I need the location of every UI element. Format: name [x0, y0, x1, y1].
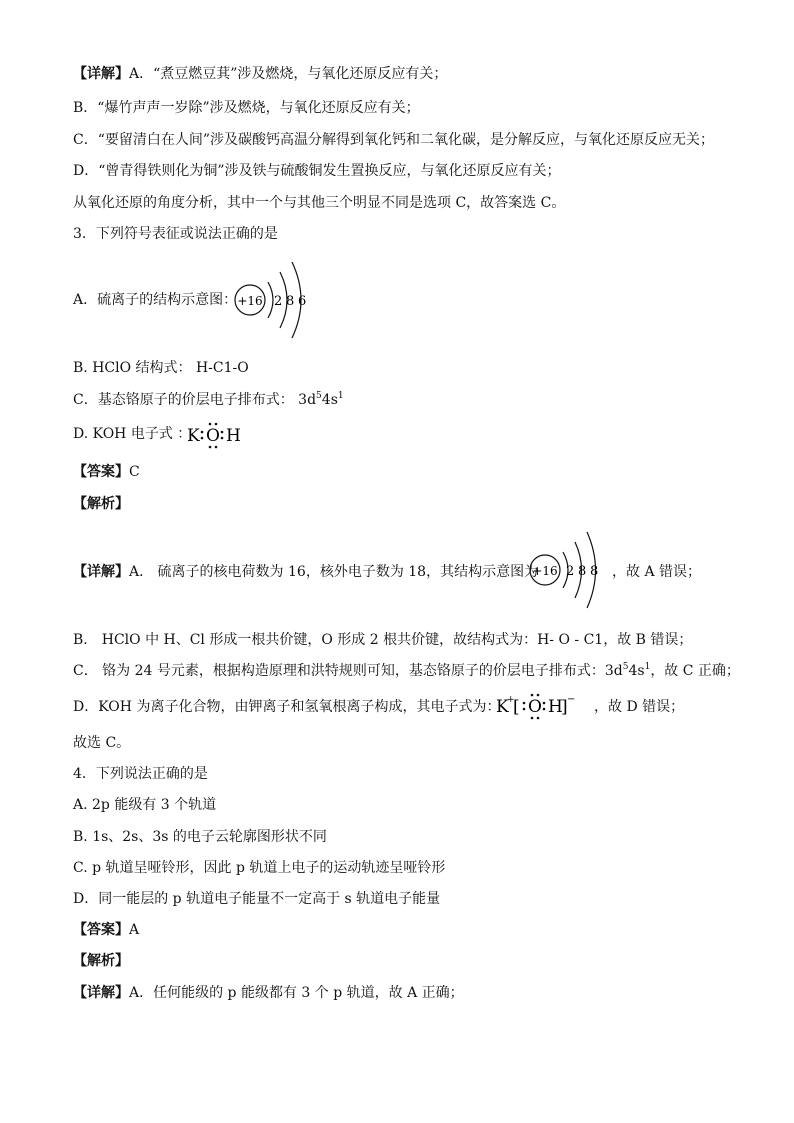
q4-option-d: D．同一能层的 p 轨道电子能量不一定高于 s 轨道电子能量 [73, 891, 441, 907]
q3-detail-d: D．KOH 为离子化合物，由钾离子和氢氧根离子构成，其电子式为： [73, 699, 501, 715]
option-c-text: C．基态铬原子的价层电子排布式： [73, 392, 299, 408]
svg-text:8: 8 [578, 564, 587, 579]
question-3: 3．下列符号表征或说法正确的是 [73, 226, 278, 242]
q3-detail-d-end: ，故 D 错误； [594, 699, 685, 715]
q3-option-a [73, 290, 237, 310]
answer-value: C [129, 464, 140, 480]
svg-text:K: K [496, 697, 509, 717]
detail-a-1 [73, 64, 447, 84]
svg-text:8: 8 [590, 564, 599, 579]
svg-text:+: + [507, 695, 515, 705]
koh-electron-formula-q [185, 420, 249, 450]
koh-electron-formula-answer [494, 690, 594, 722]
option-d-text: D. KOH 电子式 ： [73, 426, 192, 442]
svg-text:6: 6 [298, 294, 307, 309]
analysis-tag-4: 【解析】 [73, 953, 129, 969]
q3-detail-c: C． 铬为 24 号元素，根据构造原理和洪特规则可知，基态铬原子的价层电子排布式：$3d^54s^1$，故 C 正确； [73, 662, 740, 679]
q3-detail-a: 【详解】A． 硫离子的核电荷数为 16，核外电子数为 18，其结构示意图为 [73, 564, 539, 580]
svg-text:−: − [567, 694, 576, 705]
analysis-tag-3: 【解析】 [73, 496, 129, 512]
q4-option-c: C. p 轨道呈哑铃形，因此 p 轨道上电子的运动轨迹呈哑铃形 [73, 860, 446, 876]
detail-text: A．“煮豆燃豆萁”涉及燃烧，与氧化还原反应有关； [129, 66, 448, 82]
svg-text:[: [ [513, 697, 520, 717]
answer-tag: 【答案】 [73, 464, 129, 480]
conclusion-1: 从氧化还原的角度分析，其中一个与其他三个明显不同是选项 C，故答案选 C。 [73, 195, 566, 211]
q3-option-b: B. HClO 结构式： H-C1-O [73, 360, 249, 376]
svg-text:H: H [548, 697, 563, 717]
svg-text:H: H [226, 426, 241, 446]
svg-text:2: 2 [566, 564, 575, 579]
detail-c-1: C．“要留清白在人间”涉及碳酸钙高温分解得到氧化钙和二氧化碳，是分解反应，与氧化还原反应无关； [73, 132, 715, 148]
answer-4 [73, 920, 139, 940]
detail-tag: 【详解】 [73, 564, 129, 580]
sulfur-ion-diagram-answer [528, 528, 608, 612]
q3-detail-a-end: ，故 A 错误； [612, 564, 702, 580]
answer-value: A [129, 922, 140, 938]
detail-tag: 【详解】 [73, 985, 129, 1001]
q3-option-d [73, 424, 191, 444]
detail-b-1: B．“爆竹声声一岁除”涉及燃烧，与氧化还原反应有关； [73, 100, 420, 116]
svg-text:O: O [206, 426, 220, 446]
svg-text:]: ] [561, 697, 568, 717]
answer-3 [73, 462, 140, 482]
q4-detail-a: 【详解】A．任何能级的 p 能级都有 3 个 p 轨道，故 A 正确； [73, 985, 464, 1001]
q3-detail-b: B． HClO 中 H、Cl 形成一根共价键，O 形成 2 根共价键，故结构式为：H- O - C1，故 B 错误； [73, 632, 693, 648]
detail-tag: 【详解】 [73, 66, 129, 82]
option-a-text: A．硫离子的结构示意图： [73, 292, 238, 308]
question-4: 4．下列说法正确的是 [73, 766, 208, 782]
detail-d-1: D．“曾青得铁则化为铜”涉及铁与硫酸铜发生置换反应，与氧化还原反应有关； [73, 163, 561, 179]
q4-option-b: B. 1s、2s、3s 的电子云轮廓图形状不同 [73, 829, 327, 845]
svg-text:O: O [528, 697, 542, 717]
q3-option-c: C．基态铬原子的价层电子排布式： $3d^54s^1$ [73, 391, 344, 408]
svg-text:8: 8 [286, 294, 295, 309]
svg-text:K: K [187, 426, 200, 446]
sulfur-ion-diagram-q [232, 256, 322, 346]
answer-tag: 【答案】 [73, 922, 129, 938]
conclusion-3: 故选 C。 [73, 735, 131, 751]
nucleus-label: +16 [237, 294, 263, 308]
svg-text:2: 2 [274, 294, 283, 309]
svg-text:+16: +16 [532, 564, 558, 578]
q4-option-a: A. 2p 能级有 3 个轨道 [73, 797, 217, 813]
